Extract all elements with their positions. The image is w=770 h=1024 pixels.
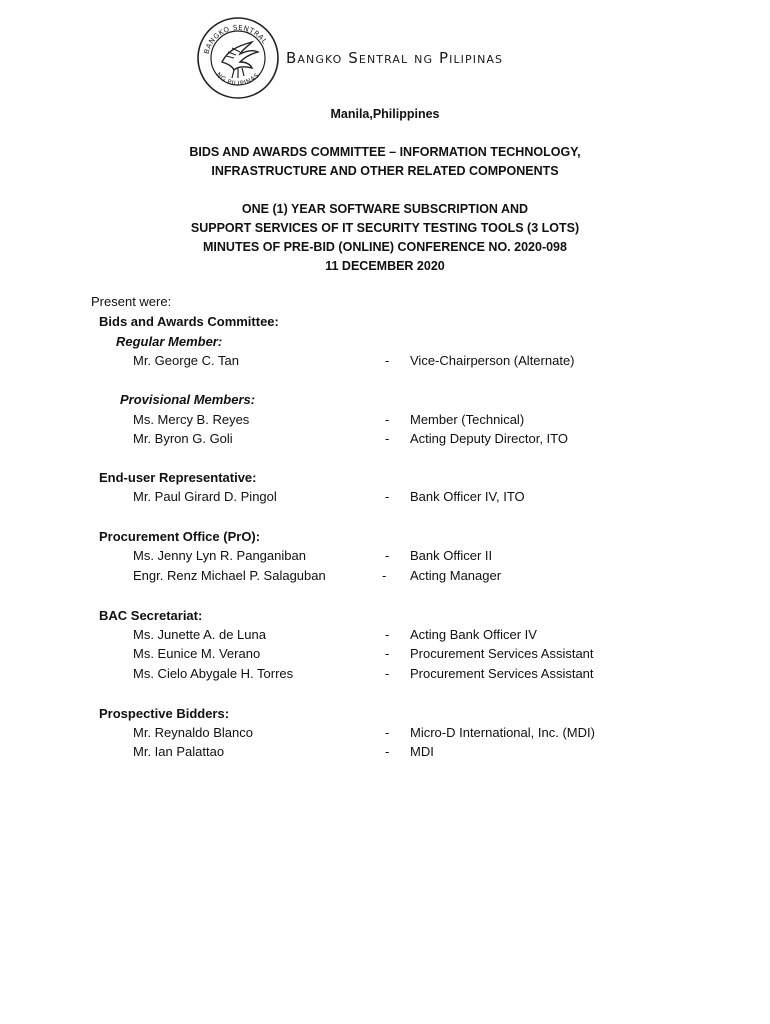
bank-name-heading: Bangko Sentral ng Pilipinas (286, 49, 504, 67)
regular-member-heading: Regular Member: (116, 334, 223, 349)
attendee-name: Engr. Renz Michael P. Salaguban (133, 568, 326, 583)
svg-text:NG PILIPINAS: NG PILIPINAS (214, 70, 262, 88)
separator-dash: - (385, 431, 390, 446)
attendee-role: Bank Officer IV, ITO (410, 489, 525, 504)
procurement-heading: Procurement Office (PrO): (99, 529, 261, 544)
enduser-heading: End-user Representative: (99, 470, 257, 485)
separator-dash: - (385, 412, 390, 427)
attendee-name: Mr. Reynaldo Blanco (133, 725, 253, 740)
bac-heading: Bids and Awards Committee: (99, 314, 279, 329)
project-title-line-1: ONE (1) YEAR SOFTWARE SUBSCRIPTION AND (241, 202, 529, 216)
attendee-name: Ms. Mercy B. Reyes (133, 412, 250, 427)
attendee-name: Ms. Cielo Abygale H. Torres (133, 666, 294, 681)
separator-dash: - (385, 489, 390, 504)
attendee-name: Ms. Jenny Lyn R. Panganiban (133, 548, 306, 563)
provisional-members-heading: Provisional Members: (120, 392, 256, 407)
separator-dash: - (385, 666, 390, 681)
bidders-heading: Prospective Bidders: (99, 706, 230, 721)
committee-title-line-2: INFRASTRUCTURE AND OTHER RELATED COMPONENTS (211, 164, 559, 178)
attendee-role: Procurement Services Assistant (410, 666, 594, 681)
bsp-seal-logo (196, 16, 280, 100)
attendee-role: Acting Bank Officer IV (410, 627, 537, 642)
attendee-role: Acting Manager (410, 568, 502, 583)
project-title-line-2: SUPPORT SERVICES OF IT SECURITY TESTING TOOLS (3 LOTS) (190, 221, 580, 235)
attendee-role: Acting Deputy Director, ITO (410, 431, 568, 446)
separator-dash: - (385, 646, 390, 661)
attendee-name: Mr. George C. Tan (133, 353, 239, 368)
seal-lettering (196, 16, 280, 100)
attendee-name: Ms. Junette A. de Luna (133, 627, 266, 642)
attendee-name: Mr. Paul Girard D. Pingol (133, 489, 277, 504)
attendee-role: Micro-D International, Inc. (MDI) (410, 725, 595, 740)
separator-dash: - (382, 568, 387, 583)
attendee-name: Mr. Byron G. Goli (133, 431, 233, 446)
attendee-name: Ms. Eunice M. Verano (133, 646, 261, 661)
separator-dash: - (385, 353, 390, 368)
separator-dash: - (385, 627, 390, 642)
location-line: Manila,Philippines (330, 107, 440, 121)
attendee-role: Procurement Services Assistant (410, 646, 594, 661)
attendee-role: Member (Technical) (410, 412, 525, 427)
secretariat-heading: BAC Secretariat: (99, 608, 203, 623)
committee-title-line-1: BIDS AND AWARDS COMMITTEE – INFORMATION TECHNOLOGY, (189, 145, 581, 159)
meeting-date: 11 DECEMBER 2020 (325, 259, 445, 273)
attendee-role: Vice-Chairperson (Alternate) (410, 353, 575, 368)
attendee-role: Bank Officer II (410, 548, 493, 563)
attendee-name: Mr. Ian Palattao (133, 744, 225, 759)
separator-dash: - (385, 725, 390, 740)
separator-dash: - (385, 548, 390, 563)
minutes-title-line: MINUTES OF PRE-BID (ONLINE) CONFERENCE NO. 2020-098 (203, 240, 567, 254)
separator-dash: - (385, 744, 390, 759)
svg-text:BANGKO SENTRAL: BANGKO SENTRAL (202, 23, 269, 55)
present-were-label: Present were: (91, 294, 172, 309)
attendee-role: MDI (410, 744, 434, 759)
